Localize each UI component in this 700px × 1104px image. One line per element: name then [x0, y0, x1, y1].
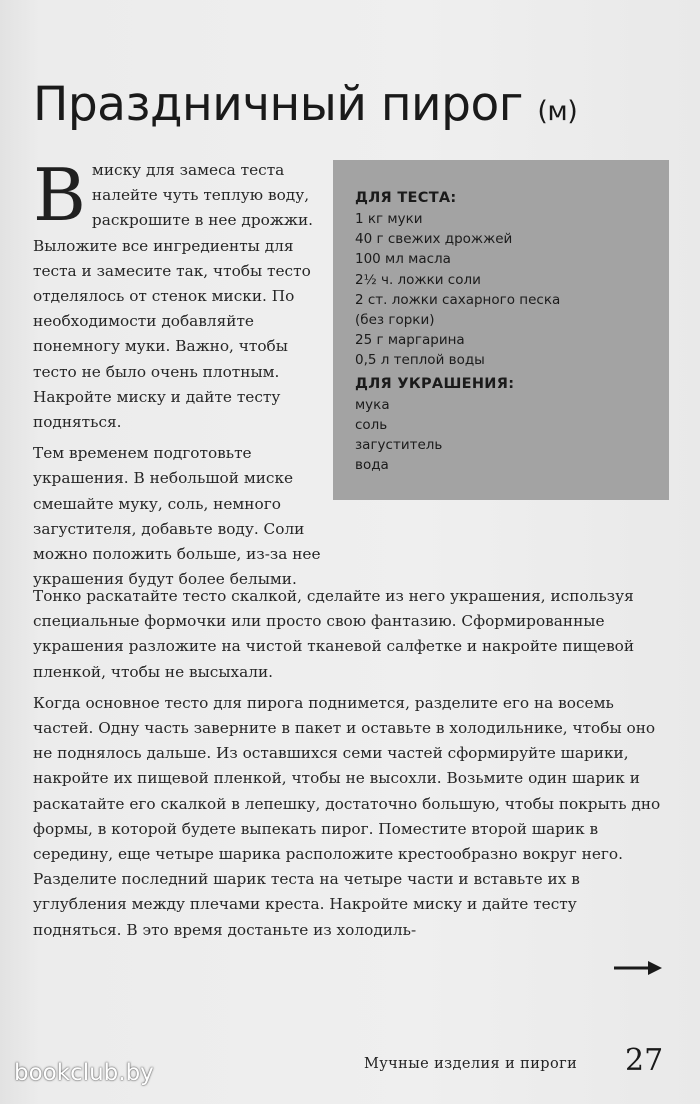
page-title	[33, 75, 673, 142]
ingredient-item: мука	[355, 396, 390, 413]
dough-ingredients-list	[355, 209, 649, 371]
title-mark: (м)	[537, 96, 578, 128]
ingredient-item: 0,5 л теплой воды	[355, 352, 485, 369]
paragraph-3: Тонко раскатайте тесто скалкой, сделайте из него украшения, используя специальные формочки или просто свою фантазию. Сформированные украшения разложите на чистой тканевой салфетке и накройте пищевой пленкой, чтобы не высыхали.	[33, 587, 635, 681]
paragraph-4: Когда основное тесто для пирога поднимется, разделите его на восемь частей. Одну часть заверните в пакет и оставьте в холодильнике, чтобы оно не поднялось дальше. Из оставшихся семи частей сформируйте шарики, накройте их пищевой пленкой, чтобы не высохли. Возьмите один шарик и раскатайте его скалкой в лепешку, достаточно большую, чтобы покрыть дно формы, в которой будете выпекать пирог. Поместите второй шарик в середину, еще четыре шарика расположите крестообразно вокруг него. Разделите последний шарик теста на четыре части и вставьте их в углубления между плечами креста. Накройте миску и дайте тесту подняться. В это время достаньте из холодиль-	[33, 693, 661, 939]
ingredient-item: вода	[355, 457, 389, 474]
intro-text	[33, 153, 323, 592]
arrow-right-icon	[612, 958, 664, 978]
ingredient-item: 40 г свежих дрожжей	[355, 231, 513, 248]
ingredient-item: 100 мл масла	[355, 251, 451, 268]
ingredient-item: 25 г маргарина	[355, 332, 465, 349]
ingredient-item: 1 кг муки	[355, 211, 423, 227]
watermark: bookclub.by	[14, 1060, 154, 1086]
ingredients-box	[333, 160, 669, 500]
main-text	[33, 584, 669, 943]
ingredient-item: 2½ ч. ложки соли	[355, 271, 481, 288]
page-number: 27	[625, 1043, 664, 1078]
decoration-heading: ДЛЯ УКРАШЕНИЯ:	[355, 375, 515, 392]
ingredient-item: (без горки)	[355, 312, 435, 329]
drop-cap: В	[33, 153, 86, 237]
paragraph-2: Тем временем подготовьте украшения. В небольшой миске смешайте муку, соль, немного загустителя, добавьте воду. Соли можно положить больше, из-за нее украшения будут более белыми.	[33, 444, 321, 589]
dough-heading: ДЛЯ ТЕСТА:	[355, 190, 457, 206]
paragraph-1	[33, 153, 323, 435]
paragraph-1-text: миску для замеса теста налейте чуть теплую воду, раскрошите в нее дрожжи. Выложите все ингредиенты для теста и замесите так, чтобы тесто отделялось от стенок миски. По необходимости добавляйте понемногу муки. Важно, чтобы тесто не было очень плотным. Накройте миску и дайте тесту подняться.	[33, 161, 314, 432]
running-footer: Мучные изделия и пироги	[364, 1056, 578, 1072]
title-text: Праздничный пирог	[33, 77, 523, 133]
ingredient-item: загуститель	[355, 437, 443, 454]
ingredient-item: 2 ст. ложки сахарного песка	[355, 291, 561, 308]
ingredient-item: соль	[355, 416, 388, 433]
decoration-ingredients-list	[355, 395, 649, 476]
